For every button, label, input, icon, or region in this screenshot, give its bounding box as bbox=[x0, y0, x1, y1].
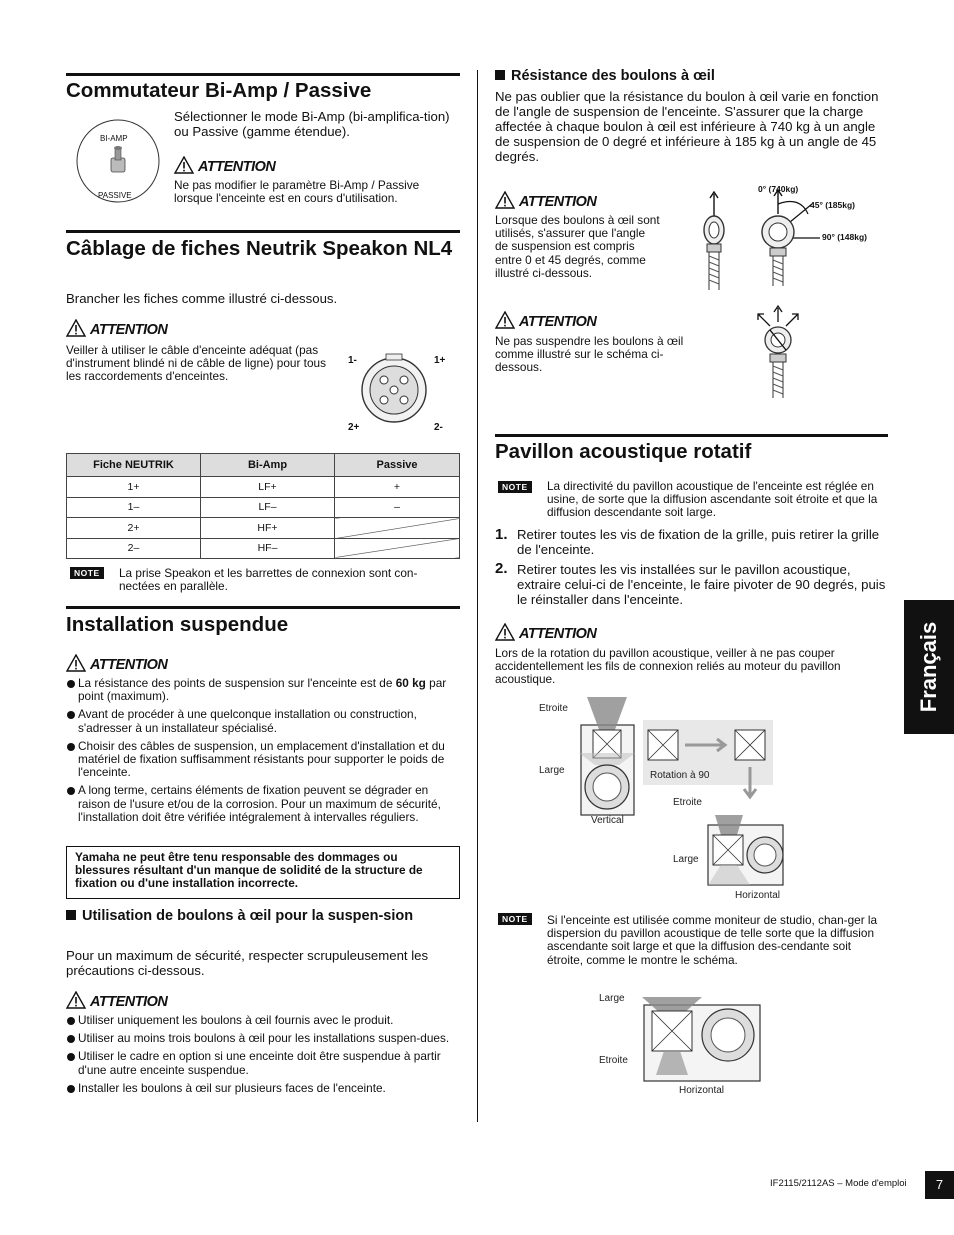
section-rule bbox=[66, 606, 460, 609]
note-badge: NOTE bbox=[498, 913, 532, 925]
pin-label: 1- bbox=[348, 355, 357, 366]
section-rule bbox=[495, 434, 888, 437]
table-cell: 1+ bbox=[67, 477, 201, 498]
language-tab bbox=[904, 600, 954, 734]
table-cell-empty bbox=[335, 538, 460, 559]
section-title-bi-amp: Commutateur Bi-Amp / Passive bbox=[66, 79, 372, 102]
note-text-speakon: La prise Speakon et les barrettes de connexion sont con-nectées en parallèle. bbox=[119, 566, 418, 594]
angle-label-90: 90° (148kg) bbox=[822, 232, 867, 242]
warning-icon bbox=[495, 191, 515, 215]
table-cell: 2+ bbox=[67, 518, 201, 539]
step-text: Retirer toutes les vis de fixation de la grille, puis retirer la grille de l'enceinte. bbox=[517, 527, 880, 557]
column-divider bbox=[477, 70, 478, 1122]
liability-warning-box: Yamaha ne peut être tenu responsable des dommages ou blessures résultant d'un manque de solidité de la structure de fixation ou d'une installation incorrecte. bbox=[66, 846, 460, 899]
pin-label: 1+ bbox=[434, 355, 446, 366]
section-title-install: Installation suspendue bbox=[66, 613, 289, 636]
table-cell: – bbox=[335, 497, 460, 518]
footer-model: IF2115/2112AS – Mode d'emploi bbox=[770, 1178, 907, 1189]
install-bullet-list bbox=[66, 677, 458, 829]
switch-label-bi-amp: BI-AMP bbox=[100, 134, 128, 143]
language-tab-label: Français bbox=[916, 621, 941, 713]
resistance-description: Ne pas oublier que la résistance du boulon à œil varie en fonction de l'angle de suspension de l'enceinte. S'assurer que la charge affectée à chaque boulon à œil est inférieure à 740 kg à un angle de suspension de 0 degré et inférieure à 185 kg à un angle de 45 degrés. bbox=[495, 89, 879, 164]
warning-icon bbox=[66, 654, 86, 678]
list-item: A long terme, certains éléments de fixation peuvent se dégrader en raison de l'usure et/ou de la corrosion. Pour un maximum de sécurité, l'installation doit être vérifiée intégralement à intervalles réguliers. bbox=[66, 784, 458, 824]
square-bullet-icon bbox=[495, 70, 505, 80]
table-row bbox=[67, 518, 460, 539]
attention-heading: ATTENTION bbox=[66, 654, 167, 678]
step-number: 2. bbox=[495, 560, 508, 577]
subsection-title-eyebolts: Utilisation de boulons à œil pour la suspen-sion bbox=[66, 906, 460, 926]
list-item: Utiliser au moins trois boulons à œil pour les installations suspen-dues. bbox=[66, 1032, 458, 1045]
list-item: Installer les boulons à œil sur plusieurs faces de l'enceinte. bbox=[66, 1082, 458, 1095]
bi-amp-description: Sélectionner le mode Bi-Amp (bi-amplifica-tion) ou Passive (gamme étendue). bbox=[174, 109, 450, 139]
note-text-horn: La directivité du pavillon acoustique de l'enceinte est réglée en usine, de sorte que la diffusion ascendante soit étroite et que la diffusion descendante soit large. bbox=[547, 479, 878, 520]
eyebolts-bullet-list bbox=[66, 1014, 458, 1100]
pin-label: 2- bbox=[434, 422, 443, 433]
step-number: 1. bbox=[495, 526, 508, 543]
attention-heading: ATTENTION bbox=[495, 623, 596, 647]
attention-text-horn: Lors de la rotation du pavillon acoustique, veiller à ne pas couper accidentellement les fils de connexion reliés au moteur du pavillon acoustique. bbox=[495, 646, 841, 687]
diagram-label: Etroite bbox=[599, 1055, 628, 1066]
warning-icon bbox=[66, 319, 86, 343]
diagram-label: Vertical bbox=[591, 815, 624, 826]
speakon-connector-illustration bbox=[358, 350, 430, 426]
attention-heading: ATTENTION bbox=[495, 191, 596, 215]
pin-label: 2+ bbox=[348, 422, 360, 433]
attention-text-forbidden: Ne pas suspendre les boulons à œil comme illustré sur le schéma ci-dessous. bbox=[495, 334, 684, 375]
diagram-label: Etroite bbox=[673, 797, 702, 808]
table-cell: 2– bbox=[67, 538, 201, 559]
switch-label-passive: PASSIVE bbox=[98, 191, 132, 200]
studio-monitor-diagram bbox=[640, 975, 770, 1085]
table-header: Fiche NEUTRIK bbox=[67, 454, 201, 477]
speakon-description: Brancher les fiches comme illustré ci-dessous. bbox=[66, 291, 338, 306]
attention-heading: ATTENTION bbox=[66, 991, 167, 1015]
table-header: Passive bbox=[335, 454, 460, 477]
angle-label-45: 45° (185kg) bbox=[810, 200, 855, 210]
table-cell-empty bbox=[335, 518, 460, 539]
table-cell: HF+ bbox=[201, 518, 335, 539]
warning-icon bbox=[66, 991, 86, 1015]
step-text: Retirer toutes les vis installées sur le pavillon acoustique, extraire celui-ci de l'enceinte, le faire pivoter de 90 degrés, puis le réinstaller dans l'enceinte. bbox=[517, 562, 886, 607]
warning-icon bbox=[495, 311, 515, 335]
diagram-label: Horizontal bbox=[679, 1085, 725, 1096]
section-rule bbox=[66, 230, 460, 233]
note-badge: NOTE bbox=[70, 567, 104, 579]
attention-text-bi-amp: Ne pas modifier le paramètre Bi-Amp / Passive lorsque l'enceinte est en cours d'utilisation. bbox=[174, 178, 420, 206]
diagram-label: Large bbox=[599, 993, 625, 1004]
table-cell: + bbox=[335, 477, 460, 498]
diagram-label: Horizontal bbox=[735, 890, 781, 901]
page-number bbox=[925, 1171, 954, 1199]
list-item: La résistance des points de suspension sur l'enceinte est de 60 kg par point (maximum). bbox=[66, 677, 458, 703]
angle-label-0: 0° (740kg) bbox=[758, 184, 799, 194]
table-cell: LF– bbox=[201, 497, 335, 518]
eyebolts-description: Pour un maximum de sécurité, respecter scrupuleusement les précautions ci-dessous. bbox=[66, 948, 429, 978]
neutrik-wiring-table bbox=[66, 453, 460, 559]
warning-icon bbox=[174, 156, 194, 180]
list-item: Utiliser le cadre en option si une enceinte doit être suspendue à partir d'une autre enceinte suspendue. bbox=[66, 1050, 458, 1076]
note-badge: NOTE bbox=[498, 481, 532, 493]
attention-heading: ATTENTION bbox=[495, 311, 596, 335]
table-row bbox=[67, 477, 460, 498]
section-title-horn: Pavillon acoustique rotatif bbox=[495, 440, 752, 463]
note-text-studio: Si l'enceinte est utilisée comme moniteur de studio, chan-ger la dispersion du pavillon acoustique de telle sorte que la diffusion ascendante soit large et que la diffusion des-cendante soit étroite, comme le montre le schéma. bbox=[547, 913, 878, 967]
list-item: Choisir des câbles de suspension, un emplacement d'installation et du matériel de fixation suffisamment résistants pour supporter le poids de l'enceinte. bbox=[66, 740, 458, 780]
diagram-label: Large bbox=[673, 854, 699, 865]
forbidden-eyebolt-illustration bbox=[748, 302, 808, 402]
diagram-label: Large bbox=[539, 765, 565, 776]
table-cell: LF+ bbox=[201, 477, 335, 498]
warning-icon bbox=[495, 623, 515, 647]
attention-heading: ATTENTION bbox=[174, 156, 275, 180]
table-cell: 1– bbox=[67, 497, 201, 518]
section-title-speakon: Câblage de fiches Neutrik Speakon NL4 bbox=[66, 237, 453, 260]
square-bullet-icon bbox=[66, 910, 76, 920]
subsection-title-resistance: Résistance des boulons à œil bbox=[495, 66, 887, 86]
attention-text-angle: Lorsque des boulons à œil sont utilisés, s'assurer que l'angle de suspension est compris entre 0 et 45 degrés, comme illustré ci-dessous. bbox=[495, 213, 660, 280]
table-row bbox=[67, 497, 460, 518]
table-cell: HF– bbox=[201, 538, 335, 559]
table-header: Bi-Amp bbox=[201, 454, 335, 477]
list-item: Utiliser uniquement les boulons à œil fournis avec le produit. bbox=[66, 1014, 458, 1027]
table-row bbox=[67, 538, 460, 559]
attention-heading: ATTENTION bbox=[66, 319, 167, 343]
diagram-label: Rotation à 90 bbox=[650, 770, 710, 781]
list-item: Avant de procéder à une quelconque installation ou construction, s'adresser à un installateur spécialisé. bbox=[66, 708, 458, 734]
page-number-label: 7 bbox=[935, 1177, 944, 1192]
section-rule bbox=[66, 73, 460, 76]
attention-text-speakon: Veiller à utiliser le câble d'enceinte adéquat (pas d'instrument blindé ni de câble de ligne) pour tous les raccordements d'enceintes. bbox=[66, 343, 326, 384]
diagram-label: Etroite bbox=[539, 703, 568, 714]
